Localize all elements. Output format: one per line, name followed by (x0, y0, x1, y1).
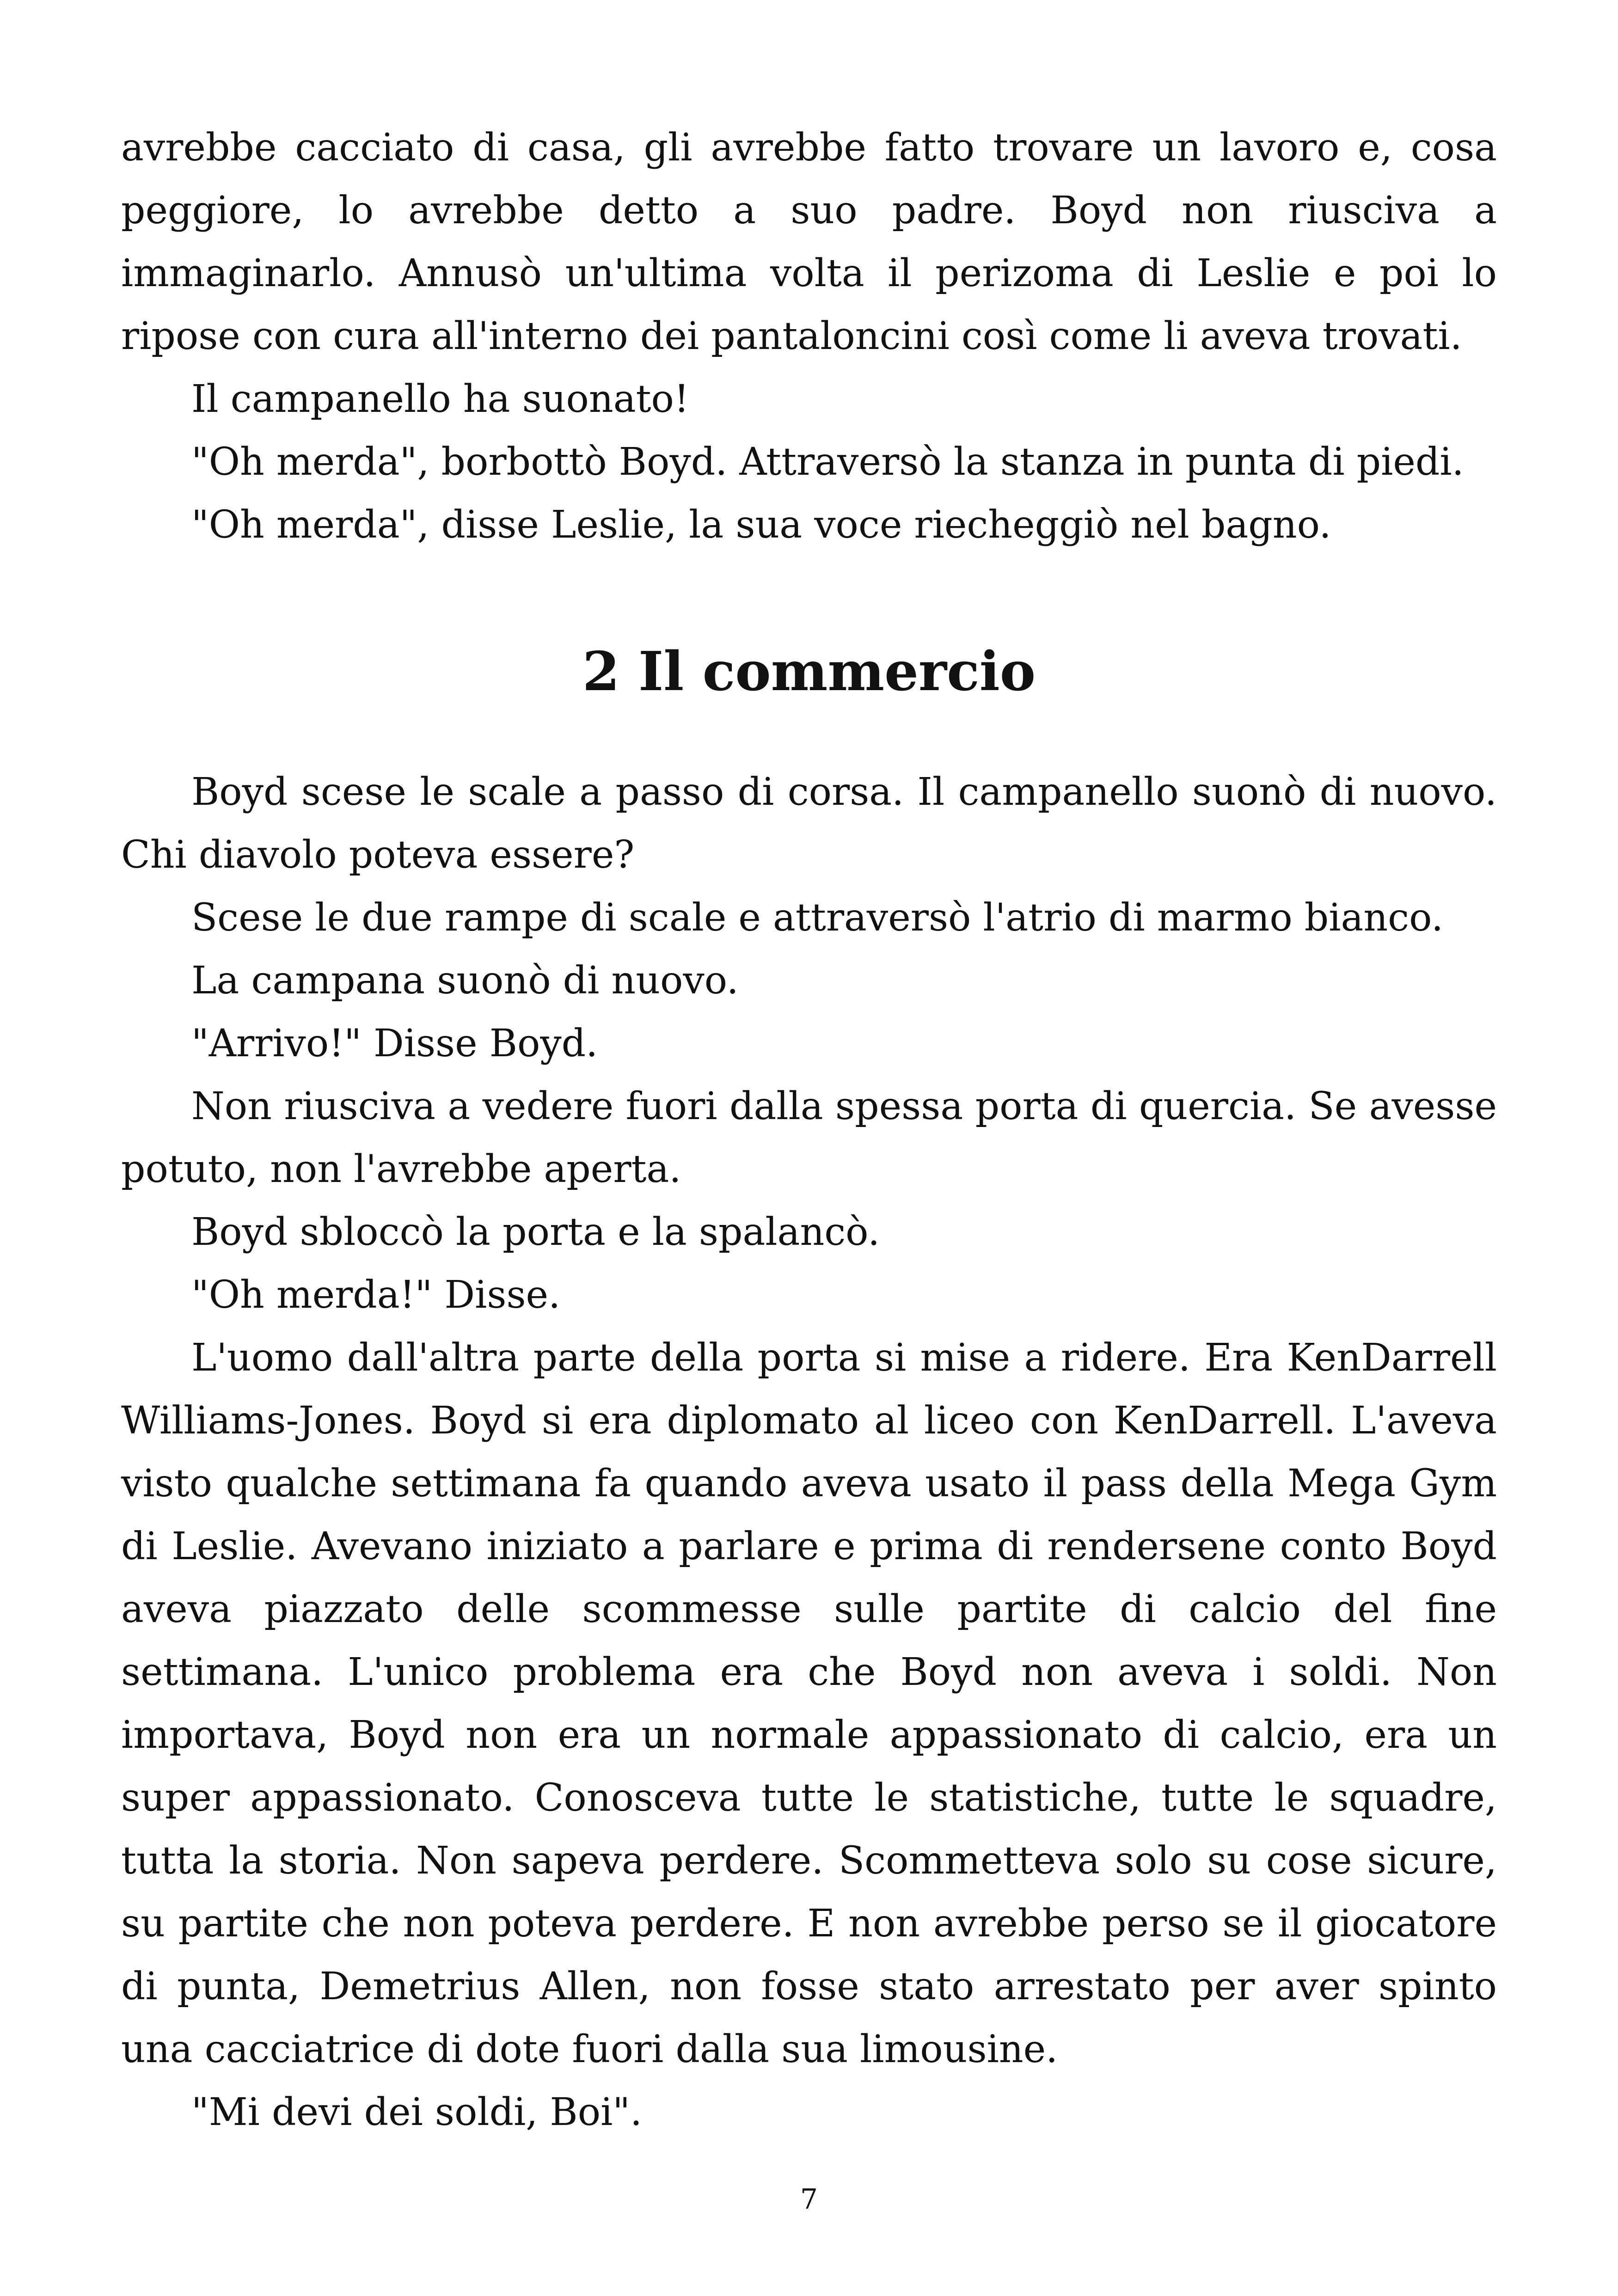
paragraph: "Oh merda", borbottò Boyd. Attraversò la stanza in punta di piedi. (191, 440, 1464, 484)
paragraph: "Oh merda!" Disse. (191, 1273, 561, 1317)
paragraph: La campana suonò di nuovo. (191, 959, 739, 1003)
paragraph: Scese le due rampe di scale e attraversò l'atrio di marmo bianco. (191, 896, 1444, 940)
paragraph: L'uomo dall'altra parte della porta si mise a ridere. Era KenDarrell Williams-Jones. Boyd si era diplomato al liceo con KenDarrell. L'aveva visto qualche settimana fa quando aveva usato il pass della Mega Gym di Leslie. Avevano iniziato a parlare e prima di rendersene conto Boyd aveva piazzato delle scommesse sulle partite di calcio del fine settimana. L'unico problema era che Boyd non aveva i soldi. Non importava, Boyd non era un normale appassionato di calcio, era un super appassionato. Conosceva tutte le statistiche, tutte le squadre, tutta la storia. Non sapeva perdere. Scommetteva solo su cose sicure, su partite che non poteva perdere. E non avrebbe perso se il giocatore di punta, Demetrius Allen, non fosse stato arrestato per aver spinto una cacciatrice di dote fuori dalla sua limousine. (121, 1336, 1497, 2071)
paragraph-continued: avrebbe cacciato di casa, gli avrebbe fatto trovare un lavoro e, cosa peggiore, lo avrebbe detto a suo padre. Boyd non riusciva a immaginarlo. Annusò un'ultima volta il perizoma di Leslie e poi lo ripose con cura all'interno dei pantaloncini così come li aveva trovati. (121, 126, 1497, 358)
page-number: 7 (800, 2183, 818, 2216)
paragraph: "Mi devi dei soldi, Boi". (191, 2090, 643, 2134)
paragraph: Non riusciva a vedere fuori dalla spessa porta di quercia. Se avesse potuto, non l'avrebbe aperta. (121, 1084, 1497, 1191)
paragraph: Boyd sbloccò la porta e la spalancò. (191, 1210, 880, 1254)
paragraph: Il campanello ha suonato! (191, 377, 689, 421)
paragraph: "Oh merda", disse Leslie, la sua voce riecheggiò nel bagno. (191, 503, 1331, 547)
previous-chapter-text (121, 116, 1497, 557)
paragraph: Boyd scese le scale a passo di corsa. Il campanello suonò di nuovo. Chi diavolo poteva essere? (121, 770, 1497, 877)
chapter-title: 2 Il commercio (582, 640, 1036, 703)
chapter-text (121, 761, 1497, 2144)
paragraph: "Arrivo!" Disse Boyd. (191, 1022, 598, 1065)
